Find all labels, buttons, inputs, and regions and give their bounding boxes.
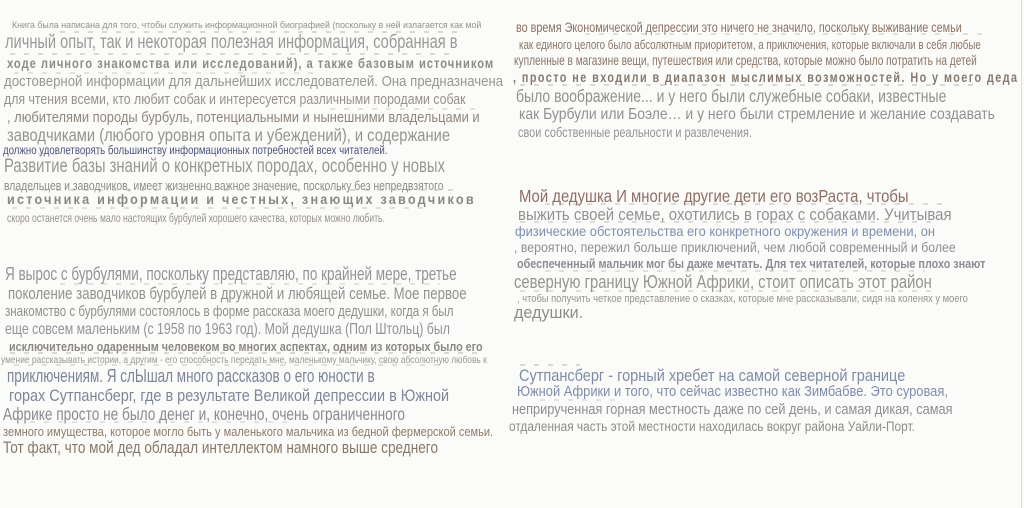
text-line: знакомство с бурбулями состоялось в форме рассказа моего дедушки, когда я был bbox=[5, 303, 454, 320]
scan-artifact bbox=[585, 33, 985, 35]
scan-artifact bbox=[330, 108, 480, 110]
text-line: Южной Африки и того, что сейчас известно как Зимбабве. Это суровая, bbox=[517, 384, 948, 400]
text-line: скоро останется очень мало настоящих бурбулей хорошего качества, которых можно любить. bbox=[7, 211, 385, 225]
text-line: свои собственные реальности и развлечения. bbox=[518, 124, 752, 140]
scan-artifact bbox=[520, 84, 980, 86]
scan-artifact bbox=[14, 189, 454, 191]
text-line: личный опыт, так и некоторая полезная информация, собранная в bbox=[5, 32, 458, 53]
text-line: заводчиками (любого уровня опыта и убеждений), и содержание bbox=[7, 125, 450, 145]
text-line: должно удовлетворять большинству информационных потребностей всех читателей. bbox=[3, 145, 388, 157]
text-line: , любителями породы бурбуль, потенциальными и нынешними владельцами и bbox=[7, 109, 480, 126]
scan-artifact bbox=[520, 221, 940, 223]
text-line: , просто не входили в диапазон мыслимых возможностей. Но у моего деда bbox=[513, 70, 1019, 85]
scan-artifact bbox=[60, 283, 440, 285]
text-line: владельцев и заводчиков, имеет жизненно важное значение, поскольку без непредвзятого bbox=[4, 178, 444, 193]
scan-artifact bbox=[10, 153, 130, 155]
text-line: как единого целого было абсолютным приоритетом, а приключения, которые включали в себя любые bbox=[519, 37, 981, 52]
text-line: Я вырос с бурбулями, поскольку представляю, по крайней мере, третье bbox=[5, 264, 457, 284]
text-line: Африке просто не было денег и, конечно, очень ограниченного bbox=[3, 404, 406, 424]
text-line: Сутпансберг - горный хребет на самой северной границе bbox=[519, 367, 906, 385]
text-line: отдаленная часть этой местности находилась вокруг района Уайли-Порт. bbox=[509, 419, 915, 434]
text-line: достоверной информации для дальнейших исследователей. Она предназначена bbox=[4, 73, 504, 90]
text-line: , чтобы получить четкое представление о сказках, которые мне рассказывали, сидя на коленях у моего bbox=[517, 293, 968, 305]
scan-artifact bbox=[14, 364, 444, 366]
text-line: приключениям. Я слЫшал много рассказов о его юности в bbox=[7, 366, 375, 386]
scan-artifact bbox=[10, 352, 480, 354]
text-line: во время Экономической депрессии это ничего не значило, поскольку выживание семьи bbox=[516, 20, 962, 35]
text-line: еще совсем маленьким (с 1958 по 1963 год). Мой дедушка (Пол Штольц) был bbox=[5, 321, 450, 338]
text-line: Тот факт, что мой дед обладал интеллектом намного выше среднего bbox=[3, 438, 439, 457]
text-line: для чтения всеми, кто любит собак и интересуется различными породами собак bbox=[4, 92, 466, 108]
scan-artifact bbox=[12, 207, 432, 209]
scan-artifact bbox=[520, 290, 940, 292]
page-right-edge bbox=[1021, 0, 1022, 508]
text-line: ходе личного знакомства или исследований), а также базовым источником bbox=[7, 55, 495, 71]
text-line: северную границу Южной Африки, стоит описать этот район bbox=[514, 271, 932, 292]
text-line: , вероятно, пережил больше приключений, чем любой современный и более bbox=[514, 239, 956, 255]
text-line: как Бурбули или Боэле… и у него были стремление и желание создавать bbox=[519, 106, 995, 123]
scan-artifact bbox=[540, 399, 620, 401]
scan-artifact bbox=[520, 364, 580, 366]
text-line: умение рассказывать истории, а другим - его способность передать мне, маленькому мальчику, свою абсолютную любовь к bbox=[1, 354, 487, 366]
text-line: Развитие базы знаний о конкретных породах, особенно у новых bbox=[4, 156, 445, 177]
text-line: исключительно одаренным человеком во многих аспектах, одним из которых было его bbox=[9, 339, 483, 354]
text-line: Мой дедушка И многие другие дети его возРаста, чтобы bbox=[519, 186, 909, 206]
text-line: дедушки. bbox=[514, 303, 584, 322]
text-line: было воображение... и у него были служебные собаки, известные bbox=[516, 86, 947, 106]
scan-artifact bbox=[60, 31, 460, 33]
text-line: поколение заводчиков бурбулей в дружной и любящей семье. Мое первое bbox=[8, 285, 467, 303]
text-line: неприрученная горная местность даже по сей день, и самая дикая, самая bbox=[512, 401, 953, 418]
scan-artifact bbox=[30, 421, 290, 423]
text-line: обеспеченный мальчик мог бы даже мечтать. Для тех читателей, которые плохо знают bbox=[517, 256, 986, 271]
text-line: физические обстоятельства его конкретного окружения и времени, он bbox=[515, 223, 935, 239]
text-line: купленные в магазине вещи, путешествия или средства, которые можно было потратить на детей bbox=[514, 53, 977, 68]
scan-artifact bbox=[10, 53, 450, 55]
text-line: горах Сутпансберг, где в результате Великой депрессии в Южной bbox=[9, 386, 450, 405]
scan-artifact bbox=[545, 203, 945, 205]
text-line: Книга была написана для того, чтобы служить информационной биографией (поскольку в ней излагается как мой bbox=[12, 20, 482, 31]
text-line: земного имущества, которое могло быть у маленького мальчика из бедной фермерской семьи. bbox=[3, 424, 494, 439]
text-line: источника информации и честных, знающих заводчиков bbox=[7, 191, 476, 207]
scan-artifact bbox=[545, 270, 925, 272]
scan-artifact bbox=[14, 72, 314, 74]
text-line: выжить своей семье, охотились в горах с собаками. Учитывая bbox=[518, 205, 952, 224]
